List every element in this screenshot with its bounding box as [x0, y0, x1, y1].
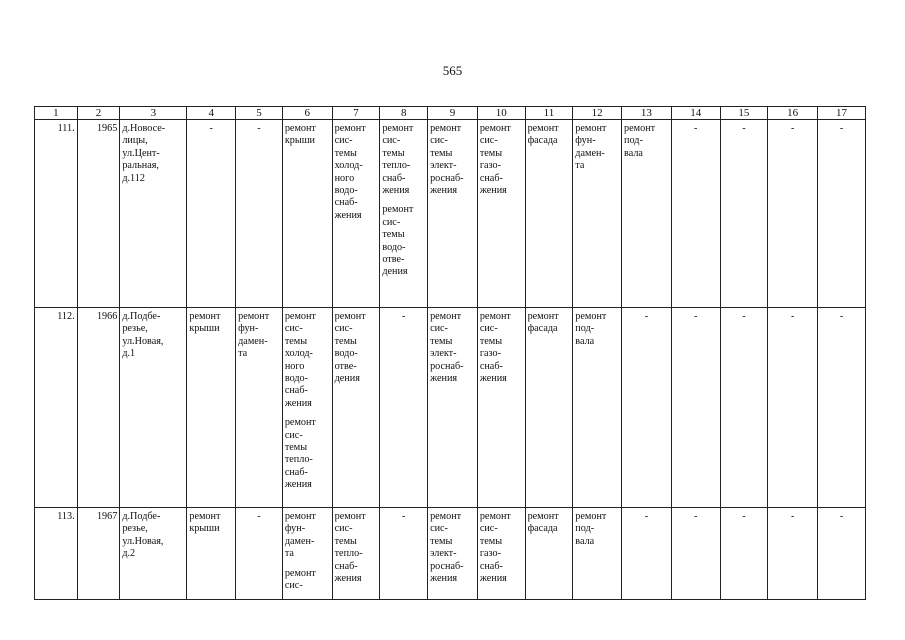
work-entry: ремонт фун- дамен- та [284, 511, 316, 560]
column-header: 6 [282, 107, 332, 120]
work-cell [332, 120, 380, 308]
work-entry: ремонт сис- темы холод- ного водо- снаб- жения [284, 311, 316, 409]
column-header: 5 [236, 107, 283, 120]
work-entry: ремонт фун- дамен- та [238, 311, 270, 360]
table-row [35, 308, 866, 508]
work-cell [622, 120, 672, 308]
work-entry: ремонт сис- [284, 567, 316, 592]
work-cell [428, 120, 478, 308]
work-entry: ремонт под- вала [575, 511, 607, 547]
address-text: д.Подбе- резье, ул.Новая, д.2 [122, 511, 164, 560]
column-header: 16 [768, 107, 818, 120]
work-cell [573, 308, 622, 508]
column-header: 11 [525, 107, 573, 120]
address-text: д.Новосе- лицы, ул.Цент- ральная, д.112 [122, 123, 166, 184]
column-header: 15 [720, 107, 768, 120]
work-entry: ремонт фасада [527, 311, 559, 335]
work-cell [236, 308, 283, 508]
empty-cell-dash: - [818, 308, 866, 508]
row-address [120, 308, 187, 508]
column-header: 10 [477, 107, 525, 120]
row-address [120, 508, 187, 600]
work-entry: ремонт крыши [189, 511, 221, 535]
work-entry: ремонт крыши [189, 311, 221, 335]
row-number: 112. [35, 308, 78, 508]
empty-cell-dash: - [187, 120, 236, 308]
work-cell [332, 308, 380, 508]
empty-cell-dash: - [720, 308, 768, 508]
work-entry: ремонт сис- темы тепло- снаб- жения [334, 511, 366, 585]
empty-cell-dash: - [768, 308, 818, 508]
empty-cell-dash: - [818, 508, 866, 600]
empty-cell-dash: - [380, 308, 428, 508]
empty-cell-dash: - [671, 508, 720, 600]
work-entry: ремонт сис- темы холод- ного водо- снаб- жения [334, 123, 366, 221]
work-entry: ремонт сис- темы тепло- снаб- жения [382, 123, 414, 197]
address-text: д.Подбе- резье, ул.Новая, д.1 [122, 311, 164, 360]
column-header: 3 [120, 107, 187, 120]
table-row [35, 120, 866, 308]
work-cell [525, 508, 573, 600]
empty-cell-dash: - [236, 120, 283, 308]
row-year: 1966 [77, 308, 120, 508]
row-year: 1967 [77, 508, 120, 600]
work-cell [282, 308, 332, 508]
work-cell [525, 120, 573, 308]
header-row [35, 107, 866, 120]
table-row [35, 508, 866, 600]
work-cell [187, 308, 236, 508]
work-entry: ремонт сис- темы тепло- снаб- жения [284, 417, 316, 491]
work-cell [380, 120, 428, 308]
empty-cell-dash: - [720, 508, 768, 600]
column-header: 1 [35, 107, 78, 120]
column-header: 17 [818, 107, 866, 120]
work-cell [573, 508, 622, 600]
empty-cell-dash: - [818, 120, 866, 308]
work-cell [282, 508, 332, 600]
work-cell [332, 508, 380, 600]
column-header: 7 [332, 107, 380, 120]
work-entry: ремонт под- вала [624, 123, 656, 159]
work-cell [428, 308, 478, 508]
column-header: 14 [671, 107, 720, 120]
work-cell [477, 120, 525, 308]
work-entry: ремонт сис- темы водо- отве- дения [334, 311, 366, 385]
work-cell [428, 508, 478, 600]
empty-cell-dash: - [768, 120, 818, 308]
work-cell [573, 120, 622, 308]
empty-cell-dash: - [768, 508, 818, 600]
row-address [120, 120, 187, 308]
row-number: 111. [35, 120, 78, 308]
work-entry: ремонт сис- темы элект- роснаб- жения [430, 511, 464, 585]
empty-cell-dash: - [671, 120, 720, 308]
work-entry: ремонт сис- темы водо- отве- дения [382, 204, 414, 278]
work-entry: ремонт фасада [527, 123, 559, 147]
work-cell [187, 508, 236, 600]
empty-cell-dash: - [671, 308, 720, 508]
work-cell [477, 508, 525, 600]
empty-cell-dash: - [720, 120, 768, 308]
work-entry: ремонт сис- темы элект- роснаб- жения [430, 311, 464, 385]
work-entry: ремонт под- вала [575, 311, 607, 347]
work-entry: ремонт сис- темы элект- роснаб- жения [430, 123, 464, 197]
work-entry: ремонт сис- темы газо- снаб- жения [479, 123, 511, 197]
work-entry: ремонт фун- дамен- та [575, 123, 607, 172]
row-year: 1965 [77, 120, 120, 308]
work-entry: ремонт фасада [527, 511, 559, 535]
work-entry: ремонт сис- темы газо- снаб- жения [479, 311, 511, 385]
column-header: 8 [380, 107, 428, 120]
work-cell [477, 308, 525, 508]
column-header: 9 [428, 107, 478, 120]
work-entry: ремонт сис- темы газо- снаб- жения [479, 511, 511, 585]
empty-cell-dash: - [622, 308, 672, 508]
column-header: 12 [573, 107, 622, 120]
empty-cell-dash: - [236, 508, 283, 600]
page-number: 565 [442, 63, 463, 78]
empty-cell-dash: - [380, 508, 428, 600]
work-cell [282, 120, 332, 308]
repair-schedule-table [34, 106, 866, 600]
row-number: 113. [35, 508, 78, 600]
work-entry: ремонт крыши [284, 123, 316, 147]
empty-cell-dash: - [622, 508, 672, 600]
column-header: 2 [77, 107, 120, 120]
column-header: 4 [187, 107, 236, 120]
column-header: 13 [622, 107, 672, 120]
work-cell [525, 308, 573, 508]
